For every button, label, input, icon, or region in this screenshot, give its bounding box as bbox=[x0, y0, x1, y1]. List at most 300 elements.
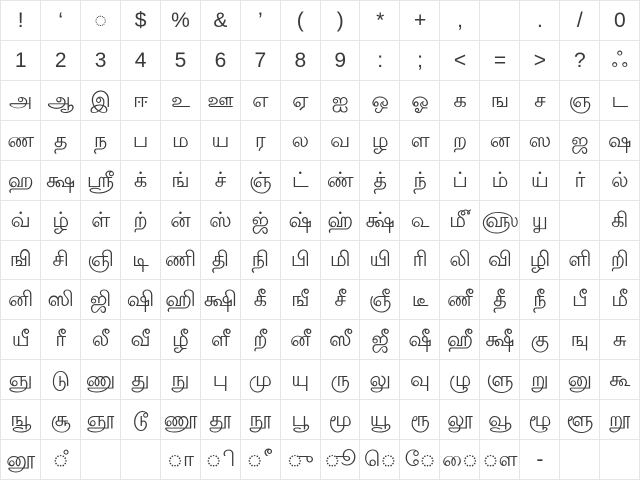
glyph-cell[interactable] bbox=[81, 121, 121, 161]
glyph-cell[interactable] bbox=[520, 280, 560, 320]
glyph-cell[interactable] bbox=[480, 280, 520, 320]
glyph-cell[interactable] bbox=[440, 360, 480, 400]
glyph: ( bbox=[296, 8, 304, 32]
glyph: ல bbox=[291, 128, 309, 152]
glyph: பு bbox=[212, 368, 228, 392]
glyph: ஓ bbox=[411, 88, 429, 112]
glyph-cell[interactable] bbox=[440, 440, 480, 480]
glyph-cell[interactable] bbox=[480, 320, 520, 360]
glyph: ஸ bbox=[528, 128, 551, 152]
glyph-cell[interactable] bbox=[41, 440, 81, 480]
glyph-cell[interactable] bbox=[161, 360, 201, 400]
glyph-cell[interactable] bbox=[360, 400, 400, 440]
glyph-cell[interactable] bbox=[480, 121, 520, 161]
glyph: ◌ bbox=[94, 8, 107, 32]
glyph-cell[interactable] bbox=[161, 241, 201, 281]
glyph-cell[interactable] bbox=[241, 161, 281, 201]
glyph-cell[interactable] bbox=[440, 320, 480, 360]
glyph-cell[interactable] bbox=[480, 440, 520, 480]
glyph: பீ bbox=[572, 288, 588, 312]
glyph: ச் bbox=[214, 168, 226, 192]
glyph-cell[interactable] bbox=[41, 280, 81, 320]
glyph-cell[interactable] bbox=[560, 440, 600, 480]
glyph-cell[interactable] bbox=[440, 280, 480, 320]
glyph-cell[interactable] bbox=[41, 400, 81, 440]
glyph-cell[interactable] bbox=[161, 1, 201, 41]
glyph-cell[interactable] bbox=[360, 201, 400, 241]
glyph-cell[interactable] bbox=[281, 241, 321, 281]
glyph: < bbox=[453, 48, 466, 72]
glyph-cell[interactable] bbox=[81, 41, 121, 81]
glyph: ு bbox=[286, 448, 314, 472]
glyph: ண் bbox=[326, 168, 354, 192]
glyph: ணீ bbox=[447, 288, 473, 312]
glyph-cell[interactable] bbox=[321, 201, 361, 241]
glyph-cell[interactable] bbox=[281, 280, 321, 320]
glyph-cell[interactable] bbox=[440, 121, 480, 161]
glyph-cell[interactable] bbox=[201, 320, 241, 360]
glyph: யு bbox=[291, 368, 309, 392]
glyph: ’ bbox=[258, 8, 263, 32]
glyph-cell[interactable] bbox=[600, 1, 640, 41]
glyph: ஸ் bbox=[209, 208, 232, 232]
glyph: று bbox=[531, 368, 549, 392]
glyph-cell[interactable] bbox=[520, 81, 560, 121]
glyph: யூ bbox=[369, 408, 391, 432]
glyph-cell[interactable] bbox=[520, 121, 560, 161]
glyph-cell[interactable] bbox=[201, 121, 241, 161]
glyph-cell[interactable] bbox=[281, 440, 321, 480]
glyph: ரீ bbox=[55, 328, 66, 352]
glyph-cell[interactable] bbox=[121, 241, 161, 281]
glyph-cell[interactable] bbox=[480, 81, 520, 121]
glyph: வ் bbox=[10, 208, 31, 232]
glyph-cell[interactable] bbox=[161, 41, 201, 81]
glyph-cell[interactable] bbox=[560, 400, 600, 440]
glyph-cell[interactable] bbox=[321, 121, 361, 161]
glyph-cell[interactable] bbox=[201, 241, 241, 281]
glyph: ௵ bbox=[481, 208, 518, 232]
glyph-cell[interactable] bbox=[400, 241, 440, 281]
glyph-cell[interactable] bbox=[600, 320, 640, 360]
glyph-cell[interactable] bbox=[121, 161, 161, 201]
glyph: ! bbox=[17, 8, 24, 32]
glyph: ஜ் bbox=[251, 208, 269, 232]
glyph: பூ bbox=[291, 408, 309, 432]
glyph-cell[interactable] bbox=[600, 440, 640, 480]
glyph: மீ bbox=[611, 288, 628, 312]
glyph-cell[interactable] bbox=[121, 400, 161, 440]
glyph: ே bbox=[404, 448, 436, 472]
glyph: ளி bbox=[568, 248, 591, 272]
glyph-cell[interactable] bbox=[41, 161, 81, 201]
glyph-cell[interactable] bbox=[81, 161, 121, 201]
glyph: 0 bbox=[613, 8, 626, 32]
glyph: ங் bbox=[171, 168, 190, 192]
glyph: ஷ் bbox=[288, 208, 312, 232]
glyph-cell[interactable] bbox=[281, 81, 321, 121]
glyph-cell[interactable] bbox=[480, 1, 520, 41]
glyph: கு bbox=[530, 328, 549, 352]
glyph-cell[interactable] bbox=[600, 241, 640, 281]
glyph-cell[interactable] bbox=[121, 41, 161, 81]
glyph-cell[interactable] bbox=[281, 121, 321, 161]
glyph: / bbox=[576, 8, 583, 32]
glyph: கி bbox=[611, 208, 628, 232]
glyph: பி bbox=[290, 248, 310, 272]
glyph: > bbox=[533, 48, 546, 72]
glyph-cell[interactable] bbox=[560, 121, 600, 161]
glyph: அ bbox=[9, 88, 32, 112]
glyph-cell[interactable] bbox=[1, 161, 41, 201]
glyph-cell[interactable] bbox=[440, 41, 480, 81]
glyph-cell[interactable] bbox=[360, 121, 400, 161]
glyph-cell[interactable] bbox=[560, 320, 600, 360]
glyph-cell[interactable] bbox=[440, 1, 480, 41]
glyph: றூ bbox=[609, 408, 631, 432]
glyph-cell[interactable] bbox=[480, 41, 520, 81]
glyph-cell[interactable] bbox=[201, 400, 241, 440]
glyph-cell[interactable] bbox=[241, 280, 281, 320]
glyph-cell[interactable] bbox=[480, 161, 520, 201]
glyph-cell[interactable] bbox=[321, 360, 361, 400]
glyph-cell[interactable] bbox=[241, 41, 281, 81]
glyph: ை bbox=[442, 448, 478, 472]
glyph-cell[interactable] bbox=[600, 81, 640, 121]
glyph-cell[interactable] bbox=[281, 1, 321, 41]
glyph-cell[interactable] bbox=[440, 81, 480, 121]
glyph: ர் bbox=[574, 168, 585, 192]
glyph-cell[interactable] bbox=[600, 400, 640, 440]
glyph-cell[interactable] bbox=[1, 280, 41, 320]
glyph-cell[interactable] bbox=[281, 320, 321, 360]
glyph: ஐ bbox=[331, 88, 349, 112]
glyph-cell[interactable] bbox=[81, 280, 121, 320]
glyph: ம bbox=[172, 128, 189, 152]
glyph-cell[interactable] bbox=[241, 440, 281, 480]
glyph-cell[interactable] bbox=[201, 161, 241, 201]
glyph: 5 bbox=[174, 48, 186, 72]
glyph-cell[interactable] bbox=[400, 280, 440, 320]
glyph-cell[interactable] bbox=[201, 280, 241, 320]
glyph: ணி bbox=[164, 248, 196, 272]
glyph: உ bbox=[170, 88, 190, 112]
glyph: ; bbox=[417, 48, 423, 72]
glyph: த் bbox=[373, 168, 387, 192]
glyph: ப் bbox=[452, 168, 468, 192]
glyph-cell[interactable] bbox=[400, 201, 440, 241]
glyph: 2 bbox=[54, 48, 66, 72]
glyph-cell[interactable] bbox=[281, 360, 321, 400]
glyph-cell[interactable] bbox=[600, 161, 640, 201]
glyph-cell[interactable] bbox=[1, 81, 41, 121]
glyph-cell[interactable] bbox=[1, 121, 41, 161]
glyph-cell[interactable] bbox=[121, 320, 161, 360]
glyph-cell[interactable] bbox=[241, 81, 281, 121]
glyph: ஙீ bbox=[291, 288, 309, 312]
glyph: ற் bbox=[133, 208, 148, 232]
glyph-cell[interactable] bbox=[241, 320, 281, 360]
glyph: ஂ bbox=[52, 448, 69, 472]
glyph: ஊ bbox=[207, 88, 234, 112]
glyph-cell[interactable] bbox=[121, 440, 161, 480]
glyph: ட் bbox=[291, 168, 309, 192]
glyph: க்ஷ் bbox=[365, 208, 395, 232]
glyph-cell[interactable] bbox=[121, 360, 161, 400]
glyph-cell[interactable] bbox=[560, 360, 600, 400]
glyph-cell[interactable] bbox=[400, 121, 440, 161]
glyph-cell[interactable] bbox=[360, 161, 400, 201]
glyph-cell[interactable] bbox=[400, 320, 440, 360]
glyph: சி bbox=[52, 248, 69, 272]
glyph: வ bbox=[330, 128, 350, 152]
glyph-cell[interactable] bbox=[81, 400, 121, 440]
glyph-cell[interactable] bbox=[281, 161, 321, 201]
glyph-cell[interactable] bbox=[41, 241, 81, 281]
glyph: ) bbox=[336, 8, 344, 32]
glyph-cell[interactable] bbox=[321, 1, 361, 41]
glyph-cell[interactable] bbox=[360, 440, 400, 480]
glyph-cell[interactable] bbox=[81, 81, 121, 121]
glyph-cell[interactable] bbox=[81, 241, 121, 281]
glyph-cell[interactable] bbox=[321, 320, 361, 360]
glyph-cell[interactable] bbox=[440, 201, 480, 241]
glyph-cell[interactable] bbox=[41, 360, 81, 400]
glyph-cell[interactable] bbox=[201, 360, 241, 400]
glyph-cell[interactable] bbox=[440, 400, 480, 440]
glyph: நூ bbox=[249, 408, 271, 432]
glyph: ஙு bbox=[570, 328, 589, 352]
glyph: மி bbox=[329, 248, 351, 272]
glyph: ஸீ bbox=[328, 328, 351, 352]
glyph: ன் bbox=[170, 208, 191, 232]
glyph: ஸி bbox=[47, 288, 74, 312]
glyph: ஙி bbox=[9, 248, 32, 272]
glyph-cell[interactable] bbox=[321, 81, 361, 121]
glyph-cell[interactable] bbox=[400, 400, 440, 440]
glyph-cell[interactable] bbox=[281, 41, 321, 81]
glyph: ௗ bbox=[482, 448, 517, 472]
glyph-cell[interactable] bbox=[161, 320, 201, 360]
glyph-cell[interactable] bbox=[81, 360, 121, 400]
glyph-cell[interactable] bbox=[520, 320, 560, 360]
glyph-cell[interactable] bbox=[400, 1, 440, 41]
glyph-cell[interactable] bbox=[440, 161, 480, 201]
glyph: லு bbox=[369, 368, 391, 392]
glyph: னு bbox=[567, 368, 592, 392]
glyph-cell[interactable] bbox=[520, 1, 560, 41]
glyph: ஷீ bbox=[408, 328, 432, 352]
glyph-cell[interactable] bbox=[360, 1, 400, 41]
glyph-cell[interactable] bbox=[241, 400, 281, 440]
glyph-cell[interactable] bbox=[360, 241, 400, 281]
glyph-cell[interactable] bbox=[600, 41, 640, 81]
glyph-cell[interactable] bbox=[321, 280, 361, 320]
glyph: மு bbox=[248, 368, 272, 392]
glyph-cell[interactable] bbox=[281, 201, 321, 241]
glyph: ழூ bbox=[528, 408, 551, 432]
glyph-cell[interactable] bbox=[121, 201, 161, 241]
glyph-cell[interactable] bbox=[520, 161, 560, 201]
glyph-cell[interactable] bbox=[41, 1, 81, 41]
glyph-cell[interactable] bbox=[81, 320, 121, 360]
glyph: ளீ bbox=[210, 328, 230, 352]
glyph: ஞி bbox=[87, 248, 114, 272]
glyph: சு bbox=[612, 328, 627, 352]
glyph-cell[interactable] bbox=[161, 161, 201, 201]
glyph: லி bbox=[449, 248, 471, 272]
glyph: டூ bbox=[132, 408, 149, 432]
glyph-cell[interactable] bbox=[241, 201, 281, 241]
glyph-cell[interactable] bbox=[560, 161, 600, 201]
glyph-cell[interactable] bbox=[360, 320, 400, 360]
glyph-cell[interactable] bbox=[1, 201, 41, 241]
glyph-cell[interactable] bbox=[520, 360, 560, 400]
glyph: சூ bbox=[50, 408, 71, 432]
glyph-cell[interactable] bbox=[241, 241, 281, 281]
glyph: கீ bbox=[253, 288, 267, 312]
glyph: நு bbox=[171, 368, 190, 392]
glyph-cell[interactable] bbox=[360, 280, 400, 320]
glyph-cell[interactable] bbox=[560, 280, 600, 320]
glyph: ஏ bbox=[292, 88, 308, 112]
glyph-cell[interactable] bbox=[241, 121, 281, 161]
glyph-cell[interactable] bbox=[1, 320, 41, 360]
glyph-cell[interactable] bbox=[400, 440, 440, 480]
glyph-cell[interactable] bbox=[400, 81, 440, 121]
glyph-cell[interactable] bbox=[600, 280, 640, 320]
glyph-cell[interactable] bbox=[161, 280, 201, 320]
glyph-cell[interactable] bbox=[400, 41, 440, 81]
glyph-cell[interactable] bbox=[520, 241, 560, 281]
glyph-cell[interactable] bbox=[41, 201, 81, 241]
glyph: டு bbox=[51, 368, 70, 392]
glyph-cell[interactable] bbox=[81, 1, 121, 41]
glyph-cell[interactable] bbox=[1, 241, 41, 281]
glyph: ங bbox=[490, 88, 509, 112]
glyph-cell[interactable] bbox=[360, 81, 400, 121]
glyph: க bbox=[453, 88, 467, 112]
glyph-cell[interactable] bbox=[400, 161, 440, 201]
glyph-cell[interactable] bbox=[81, 440, 121, 480]
glyph-cell[interactable] bbox=[41, 121, 81, 161]
glyph-cell[interactable] bbox=[480, 201, 520, 241]
glyph-cell[interactable] bbox=[600, 201, 640, 241]
glyph: ரு bbox=[330, 368, 350, 392]
glyph: ௶ bbox=[531, 208, 548, 232]
glyph: ஹ bbox=[7, 168, 34, 192]
glyph-cell[interactable] bbox=[1, 440, 41, 480]
glyph-cell[interactable] bbox=[161, 81, 201, 121]
glyph: ஹி bbox=[165, 288, 196, 312]
glyph-cell[interactable] bbox=[41, 320, 81, 360]
glyph: 7 bbox=[254, 48, 266, 72]
glyph-cell[interactable] bbox=[520, 201, 560, 241]
glyph-cell[interactable] bbox=[161, 400, 201, 440]
glyph-cell[interactable] bbox=[440, 241, 480, 281]
glyph-cell[interactable] bbox=[241, 1, 281, 41]
glyph-cell[interactable] bbox=[121, 121, 161, 161]
glyph: ளூ bbox=[566, 408, 593, 432]
glyph-cell[interactable] bbox=[560, 241, 600, 281]
glyph-cell[interactable] bbox=[1, 360, 41, 400]
glyph-cell[interactable] bbox=[321, 41, 361, 81]
glyph: ஙூ bbox=[10, 408, 31, 432]
glyph-cell[interactable] bbox=[321, 161, 361, 201]
glyph: + bbox=[413, 8, 426, 32]
glyph: ய bbox=[211, 128, 229, 152]
glyph-cell[interactable] bbox=[321, 400, 361, 440]
glyph: ஹீ bbox=[446, 328, 473, 352]
glyph: னீ bbox=[290, 328, 310, 352]
glyph: தூ bbox=[209, 408, 231, 432]
glyph: ள bbox=[410, 128, 430, 152]
glyph-cell[interactable] bbox=[201, 81, 241, 121]
glyph-cell[interactable] bbox=[600, 360, 640, 400]
glyph: டீ bbox=[411, 288, 428, 312]
glyph-cell[interactable] bbox=[41, 81, 81, 121]
glyph-cell[interactable] bbox=[201, 41, 241, 81]
glyph-cell[interactable] bbox=[321, 241, 361, 281]
glyph-cell[interactable] bbox=[520, 41, 560, 81]
glyph: ஒ bbox=[371, 88, 389, 112]
glyph-cell[interactable] bbox=[560, 81, 600, 121]
glyph-cell[interactable] bbox=[1, 41, 41, 81]
glyph-cell[interactable] bbox=[480, 360, 520, 400]
glyph: 9 bbox=[334, 48, 346, 72]
glyph: றி bbox=[610, 248, 629, 272]
glyph: எ bbox=[252, 88, 269, 112]
glyph-cell[interactable] bbox=[600, 121, 640, 161]
glyph-cell[interactable] bbox=[201, 201, 241, 241]
glyph-cell[interactable] bbox=[1, 1, 41, 41]
glyph-cell[interactable] bbox=[360, 41, 400, 81]
glyph-cell[interactable] bbox=[201, 440, 241, 480]
glyph-cell[interactable] bbox=[201, 1, 241, 41]
glyph-cell[interactable] bbox=[520, 400, 560, 440]
glyph: ஜி bbox=[89, 288, 111, 312]
glyph-cell[interactable] bbox=[360, 360, 400, 400]
glyph-cell[interactable] bbox=[560, 201, 600, 241]
glyph-cell[interactable] bbox=[41, 41, 81, 81]
glyph-cell[interactable] bbox=[520, 440, 560, 480]
glyph-cell[interactable] bbox=[121, 81, 161, 121]
glyph: ழ் bbox=[52, 208, 69, 232]
glyph-cell[interactable] bbox=[321, 440, 361, 480]
glyph-cell[interactable] bbox=[480, 400, 520, 440]
glyph-cell[interactable] bbox=[281, 400, 321, 440]
glyph: தீ bbox=[493, 288, 507, 312]
glyph-cell[interactable] bbox=[480, 241, 520, 281]
glyph-cell[interactable] bbox=[1, 400, 41, 440]
glyph: ழ bbox=[371, 128, 389, 152]
glyph: = bbox=[493, 48, 506, 72]
glyph: நி bbox=[251, 248, 269, 272]
glyph-cell[interactable] bbox=[241, 360, 281, 400]
glyph-cell[interactable] bbox=[161, 121, 201, 161]
glyph: ஆ bbox=[47, 88, 74, 112]
glyph-cell[interactable] bbox=[121, 280, 161, 320]
glyph-cell[interactable] bbox=[560, 1, 600, 41]
glyph-cell[interactable] bbox=[560, 41, 600, 81]
glyph-cell[interactable] bbox=[161, 440, 201, 480]
glyph-cell[interactable] bbox=[121, 1, 161, 41]
glyph: 8 bbox=[294, 48, 306, 72]
glyph-cell[interactable] bbox=[400, 360, 440, 400]
glyph: ஷ bbox=[608, 128, 632, 152]
glyph-cell[interactable] bbox=[81, 201, 121, 241]
glyph-cell[interactable] bbox=[161, 201, 201, 241]
